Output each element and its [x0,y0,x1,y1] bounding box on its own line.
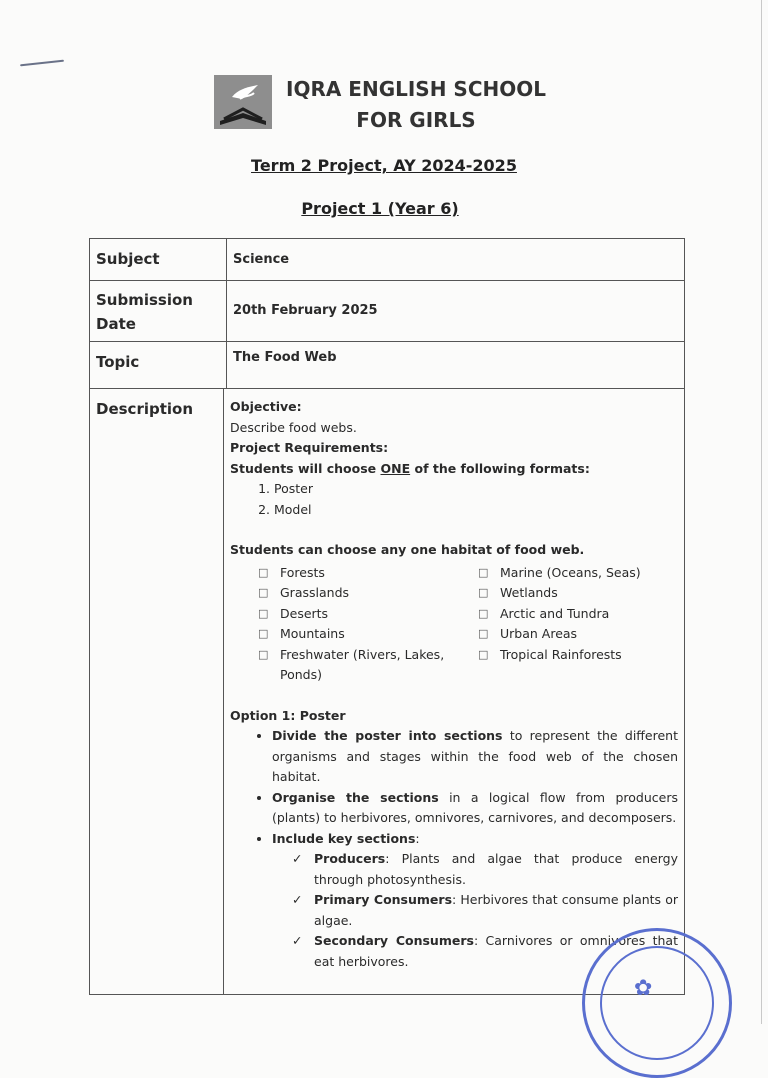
submission-date-value: 20th February 2025 [233,303,378,318]
habitat-column-2 [478,563,678,686]
description-label: Description [90,389,224,994]
key-section-bold: Primary Consumers [314,892,453,907]
key-section-text: : Plants and algae that produce energy through photosynthesis. [314,851,678,887]
habitat-item: □ Grasslands [258,583,478,604]
instruction-item [272,726,678,788]
option1-heading: Option 1: Poster [230,707,346,723]
pen-mark [20,60,64,67]
habitat-options [230,563,678,686]
subject-value: Science [233,252,290,267]
description-content [224,389,684,994]
objective-text: Describe food webs. [230,419,357,435]
school-logo [214,75,272,129]
description-row [90,389,684,994]
instruction-text: to represent the different organisms and stages within the food web of the chosen habitat. [272,728,678,784]
school-stamp [582,928,732,1078]
school-name-line1: IQRA ENGLISH SCHOOL [286,77,546,101]
choose-pre: Students will choose [230,460,381,476]
instruction-bold: Divide the poster into sections [272,728,503,743]
submission-date-label-line2: Date [96,315,136,333]
project-table [89,238,685,995]
submission-date-row [90,281,684,342]
habitat-item: □ Mountains [258,624,478,645]
submission-date-label [90,281,227,341]
subject-row [90,239,684,281]
instruction-bold: Organise the sections [272,789,439,805]
key-section-bold: Producers [314,851,386,866]
instruction-text: : [415,830,420,846]
objective-heading: Objective: [230,399,302,414]
habitat-item: □ Marine (Oceans, Seas) [478,563,678,584]
habitat-item: □ Forests [258,563,478,584]
project-title: Project 1 (Year 6) [301,199,459,218]
key-section-text: : Herbivores that consume plants or algae. [314,892,678,928]
submission-date-label-line1: Submission [96,291,193,309]
key-section-item [292,849,678,890]
format-item: 1. Poster [274,479,678,500]
requirements-heading: Project Requirements: [230,440,389,455]
topic-label: Topic [90,342,227,388]
instruction-item [272,788,678,829]
school-name [280,74,552,136]
topic-row [90,342,684,389]
book-bird-icon [214,75,272,129]
choose-one: ONE [380,460,411,476]
term-title: Term 2 Project, AY 2024-2025 [251,156,517,175]
habitat-item: □ Wetlands [478,583,678,604]
habitat-column-1 [230,563,478,686]
habitat-item: □ Tropical Rainforests [478,645,678,666]
school-name-line2: FOR GIRLS [356,108,476,132]
habitat-heading: Students can choose any one habitat of food web. [230,542,585,557]
habitat-item: □ Urban Areas [478,624,678,645]
habitat-item: □ Deserts [258,604,478,625]
choose-post: of the following formats: [410,460,590,476]
key-section-text: : Carnivores or omnivores that eat herbivores. [314,933,678,969]
habitat-item: □ Arctic and Tundra [478,604,678,625]
bird-icon: ✿ [634,976,653,1001]
topic-value: The Food Web [233,350,337,365]
habitat-item: □ Freshwater (Rivers, Lakes, Ponds) [258,645,478,686]
choose-format-line [230,459,678,480]
format-list [230,479,678,520]
page-edge [761,0,762,1024]
key-section-item [292,890,678,931]
instruction-text: in a logical flow from producers (plants) to herbivores, omnivores, carnivores, and decomposers. [272,789,678,825]
subject-label: Subject [90,239,227,280]
key-section-bold: Secondary Consumers [314,933,474,948]
stamp-inner-ring [600,946,714,1060]
instruction-bold: Include key sections [272,830,416,846]
format-item: 2. Model [274,500,678,521]
